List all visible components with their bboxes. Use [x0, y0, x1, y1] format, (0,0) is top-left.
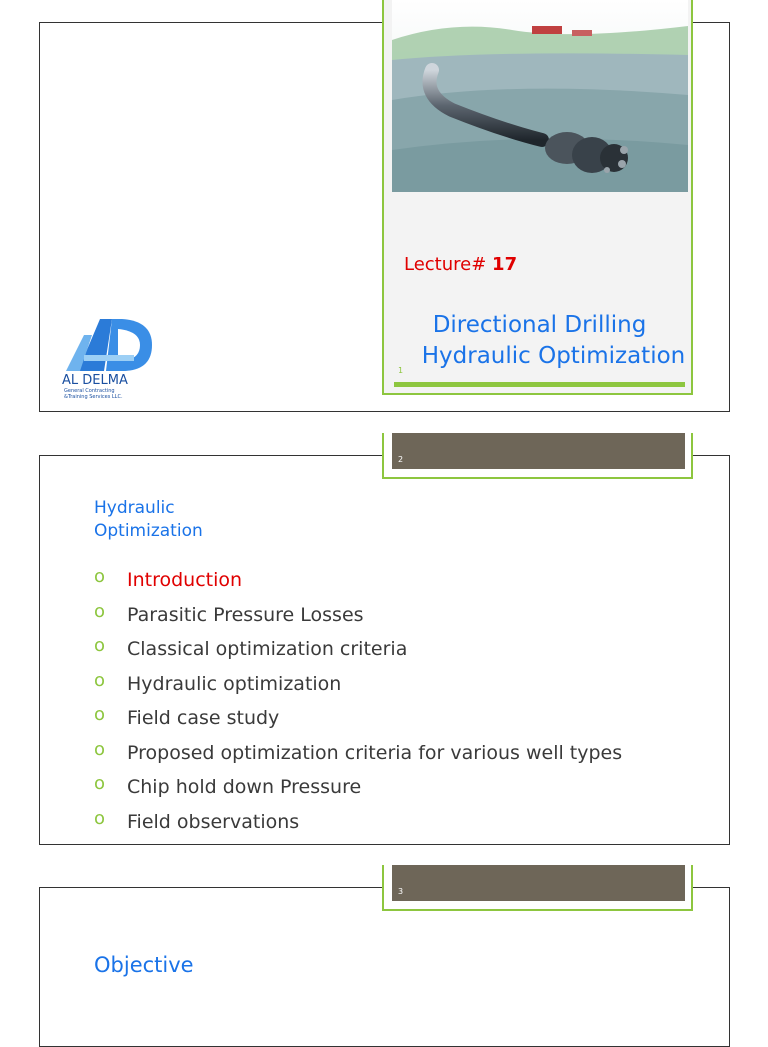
slide-3 — [39, 887, 730, 1047]
page-number: 2 — [398, 455, 404, 464]
heading-line-1: Hydraulic — [94, 498, 175, 518]
slide-3-header-bar — [382, 865, 693, 911]
slide-title-line-2: Hydraulic Optimization — [421, 343, 686, 369]
bullet-marker: o — [94, 738, 106, 760]
bullet-marker: o — [94, 807, 106, 829]
lecture-number — [404, 254, 517, 275]
heading-line-2: Optimization — [94, 521, 203, 541]
list-item: o Field case study — [94, 704, 280, 729]
list-item: o Classical optimization criteria — [94, 635, 408, 660]
title-panel — [382, 0, 693, 395]
list-item: o Proposed optimization criteria for various well types — [94, 738, 623, 764]
agenda-list — [94, 568, 634, 844]
list-item: o Chip hold down Pressure — [94, 773, 362, 798]
lecture-label: Lecture# — [404, 254, 487, 275]
page-number: 1 — [398, 366, 404, 375]
slide-title-line-1: Directional Drilling — [432, 312, 647, 338]
logo-name: AL DELMA — [62, 373, 128, 388]
slide-2 — [39, 455, 730, 845]
page-number: 3 — [398, 887, 404, 896]
drill-bit-illustration — [392, 0, 688, 192]
bullet-marker: o — [94, 669, 106, 691]
logo-tagline-2: &Training Services LLC. — [64, 394, 123, 400]
list-item: o Field observations — [94, 807, 300, 833]
list-item: o Hydraulic optimization — [94, 669, 342, 695]
slide-2-header-bar — [382, 433, 693, 479]
bullet-marker: o — [94, 704, 106, 725]
bullet-marker: o — [94, 635, 106, 656]
al-delma-logo — [60, 315, 156, 401]
accent-line — [394, 382, 685, 387]
slide-heading: Objective — [94, 953, 194, 977]
list-item: o Parasitic Pressure Losses — [94, 600, 364, 626]
slide-heading — [94, 497, 203, 543]
logo-tagline-1: General Contracting — [64, 388, 115, 394]
bullet-marker: o — [94, 773, 106, 794]
bullet-marker: o — [94, 600, 106, 622]
lecture-number-value: 17 — [492, 254, 518, 275]
bullet-marker: o — [94, 566, 106, 587]
list-item: o Introduction — [94, 566, 243, 591]
